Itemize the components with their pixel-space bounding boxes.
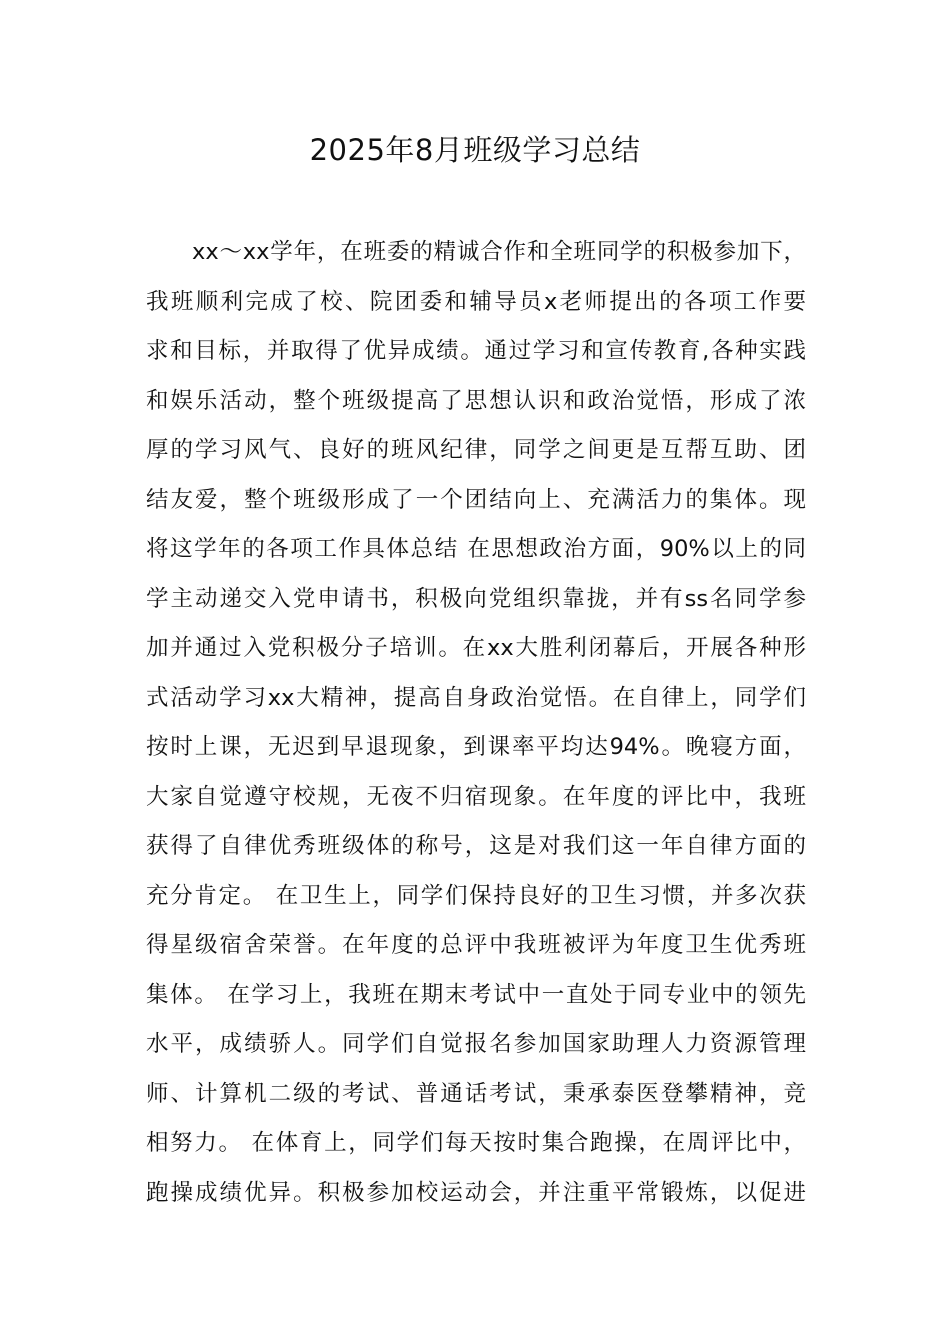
- document-body: [146, 228, 806, 1218]
- body-line: 得星级宿舍荣誉。在年度的总评中我班被评为年度卫生优秀班: [146, 932, 806, 958]
- body-line: 相努力。 在体育上，同学们每天按时集合跑操，在周评比中，: [146, 1130, 806, 1156]
- body-line: 式活动学习xx大精神，提高自身政治觉悟。在自律上，同学们: [146, 684, 806, 711]
- body-line: 大家自觉遵守校规，无夜不归宿现象。在年度的评比中，我班: [146, 783, 806, 810]
- body-line: 加并通过入党积极分子培训。在xx大胜利闭幕后，开展各种形: [146, 635, 806, 661]
- body-line: 厚的学习风气、良好的班风纪律，同学之间更是互帮互助、团: [146, 437, 806, 463]
- body-line: 师、计算机二级的考试、普通话考试，秉承泰医登攀精神，竞: [146, 1080, 806, 1107]
- body-line: 获得了自律优秀班级体的称号，这是对我们这一年自律方面的: [146, 833, 806, 859]
- body-line: 充分肯定。 在卫生上，同学们保持良好的卫生习惯，并多次获: [146, 882, 806, 909]
- document-title: 2025年8月班级学习总结: [309, 133, 641, 167]
- body-line: 水平，成绩骄人。同学们自觉报名参加国家助理人力资源管理: [146, 1031, 806, 1057]
- body-line: 和娱乐活动，整个班级提高了思想认识和政治觉悟，形成了浓: [146, 387, 806, 414]
- body-line: 集体。 在学习上，我班在期末考试中一直处于同专业中的领先: [146, 981, 806, 1008]
- body-line: 按时上课，无迟到早退现象，到课率平均达94%。晚寝方面，: [146, 734, 806, 760]
- body-line: 跑操成绩优异。积极参加校运动会，并注重平常锻炼，以促进: [146, 1179, 806, 1206]
- body-line: 我班顺利完成了校、院团委和辅导员x老师提出的各项工作要: [146, 288, 806, 315]
- body-line: 学主动递交入党申请书，积极向党组织靠拢，并有ss名同学参: [146, 585, 806, 612]
- body-line: xx～xx学年，在班委的精诚合作和全班同学的积极参加下，: [192, 239, 806, 265]
- body-line: 求和目标，并取得了优异成绩。通过学习和宣传教育,各种实践: [146, 338, 806, 364]
- body-line: 结友爱，整个班级形成了一个团结向上、充满活力的集体。现: [146, 486, 806, 513]
- body-line: 将这学年的各项工作具体总结 在思想政治方面，90%以上的同: [146, 536, 806, 562]
